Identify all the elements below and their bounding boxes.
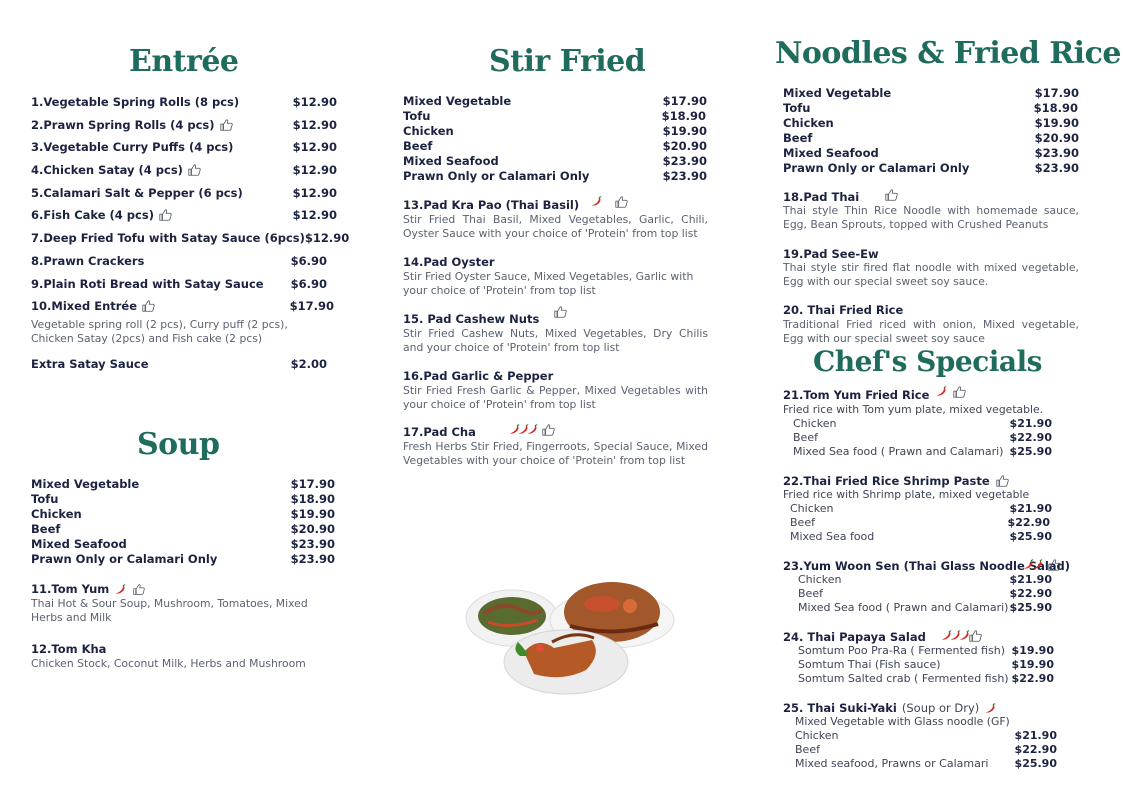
menu-item	[31, 357, 327, 371]
protein-price: $18.90	[290, 492, 335, 506]
option-name: Chicken	[790, 502, 834, 515]
item-name: 3.Vegetable Curry Puffs (4 pcs)	[31, 140, 234, 154]
dish-title	[783, 474, 1010, 488]
protein-price: $17.90	[1034, 86, 1079, 100]
dish-name: 15. Pad Cashew Nuts	[403, 312, 540, 326]
chili-icon	[984, 702, 997, 715]
thumbs-up-icon	[952, 385, 967, 399]
dish-name: 12.Tom Kha	[31, 642, 107, 656]
protein-name: Prawn Only or Calamari Only	[31, 552, 218, 566]
dish-description: Fried rice with Tom yum plate, mixed vegetable.	[783, 403, 1044, 416]
dish-name: 22.Thai Fried Rice Shrimp Paste	[783, 474, 990, 488]
option-row	[798, 601, 1052, 614]
option-price: $21.90	[1014, 729, 1057, 742]
protein-row	[31, 552, 335, 566]
thumbs-up-icon	[132, 583, 146, 596]
dish-title	[403, 255, 495, 269]
entree-heading: Entrée	[129, 44, 239, 79]
thumbs-up-icon	[614, 195, 629, 209]
option-row	[795, 729, 1057, 742]
protein-price: $17.90	[662, 94, 707, 108]
option-price: $21.90	[1009, 502, 1052, 515]
protein-row	[783, 131, 1079, 145]
protein-name: Chicken	[403, 124, 454, 138]
item-price: $12.90	[292, 95, 337, 109]
protein-price: $20.90	[1034, 131, 1079, 145]
item-name: 1.Vegetable Spring Rolls (8 pcs)	[31, 95, 240, 109]
dish-name: 23.Yum Woon Sen (Thai Glass Noodle Salad)	[783, 559, 1071, 573]
item-price: $6.90	[290, 277, 327, 291]
dish-title	[783, 630, 926, 644]
dish-name: 21.Tom Yum Fried Rice	[783, 388, 930, 402]
item-price: $12.90	[292, 118, 337, 132]
dish-title	[783, 701, 997, 715]
option-row	[790, 502, 1052, 515]
dish-description: Stir Fried Thai Basil, Mixed Vegetables, Garlic, Chili, Oyster Sauce with your choice of 'Protein' from top list	[403, 213, 708, 240]
dish-title	[31, 642, 106, 656]
option-row	[793, 431, 1052, 444]
dish-description: Thai style Thin Rice Noodle with homemade sauce, Egg, Bean Sprouts, topped with Crushed Peanuts	[783, 204, 1079, 231]
option-row	[793, 445, 1052, 458]
option-name: Mixed Sea food ( Prawn and Calamari)	[798, 601, 1009, 614]
mixed-entree-description: Vegetable spring roll (2 pcs), Curry puff (2 pcs), Chicken Satay (2pcs) and Fish cake (2 pcs)	[31, 318, 288, 345]
protein-name: Prawn Only or Calamari Only	[403, 169, 590, 183]
menu-item	[31, 95, 337, 109]
option-row	[790, 530, 1052, 543]
dish-name: 20. Thai Fried Rice	[783, 303, 904, 317]
option-name: Beef	[793, 431, 818, 444]
protein-name: Tofu	[31, 492, 59, 506]
chili-icon	[590, 195, 603, 208]
protein-price: $23.90	[1034, 161, 1079, 175]
dish-description: Thai Hot & Sour Soup, Mushroom, Tomatoes, Mixed Herbs and Milk	[31, 597, 308, 624]
item-name: 9.Plain Roti Bread with Satay Sauce	[31, 277, 264, 291]
dish-name: 11.Tom Yum	[31, 582, 110, 596]
option-row	[798, 658, 1054, 671]
thumbs-up-icon	[884, 188, 899, 202]
protein-price: $20.90	[290, 522, 335, 536]
protein-name: Beef	[31, 522, 61, 536]
dish-name: 13.Pad Kra Pao (Thai Basil)	[403, 198, 580, 212]
item-name: 2.Prawn Spring Rolls (4 pcs)	[31, 118, 215, 132]
dish-description: Mixed Vegetable with Glass noodle (GF)	[795, 715, 1010, 728]
dish-description: Fresh Herbs Stir Fried, Fingerroots, Special Sauce, Mixed Vegetables with your choice of 'Protein' from top list	[403, 440, 708, 467]
protein-price: $23.90	[1034, 146, 1079, 160]
item-price: $12.90	[292, 186, 337, 200]
chili-icon	[1031, 558, 1044, 571]
menu-item	[31, 231, 350, 245]
dish-description: Fried rice with Shrimp plate, mixed vegetable	[783, 488, 1030, 501]
option-row	[793, 417, 1052, 430]
option-name: Mixed Sea food	[790, 530, 875, 543]
option-price: $22.90	[1011, 672, 1054, 685]
option-row	[795, 743, 1057, 756]
option-row	[798, 672, 1054, 685]
thumbs-up-icon	[541, 423, 556, 437]
protein-row	[403, 94, 707, 108]
option-name: Beef	[790, 516, 815, 529]
protein-name: Beef	[783, 131, 813, 145]
protein-name: Chicken	[31, 507, 82, 521]
thumbs-up-icon	[968, 629, 983, 643]
dish-description: Stir Fried Cashew Nuts, Mixed Vegetables, Dry Chilis and your choice of 'Protein' from top list	[403, 327, 708, 354]
item-price: $17.90	[289, 299, 334, 313]
item-price: $12.90	[304, 231, 350, 245]
thumbs-up-icon	[141, 299, 156, 313]
option-name: Chicken	[795, 729, 839, 742]
noodles-heading: Noodles & Fried Rice	[775, 36, 1121, 71]
option-name: Beef	[795, 743, 820, 756]
protein-price: $17.90	[290, 477, 335, 491]
option-name: Somtum Thai (Fish sauce)	[798, 658, 941, 671]
thumbs-up-icon	[158, 208, 173, 222]
protein-name: Mixed Vegetable	[783, 86, 892, 100]
menu-item	[31, 254, 327, 268]
dish-name: 16.Pad Garlic & Pepper	[403, 369, 554, 383]
item-price: $12.90	[292, 208, 337, 222]
menu-item	[31, 277, 327, 291]
item-name: 8.Prawn Crackers	[31, 254, 145, 268]
menu-item	[31, 299, 334, 313]
option-price: $22.90	[1007, 516, 1050, 529]
dish-title	[403, 312, 539, 326]
option-price: $21.90	[1009, 417, 1052, 430]
thumbs-up-icon	[1047, 558, 1062, 572]
protein-row	[31, 522, 335, 536]
option-price: $25.90	[1009, 601, 1052, 614]
item-name: 7.Deep Fried Tofu with Satay Sauce (6pcs)	[31, 231, 305, 245]
dish-title	[783, 190, 859, 204]
item-price: $6.90	[290, 254, 327, 268]
protein-name: Tofu	[403, 109, 431, 123]
option-name: Somtum Poo Pra-Ra ( Fermented fish)	[798, 644, 1005, 657]
menu-item	[31, 186, 337, 200]
option-price: $22.90	[1014, 743, 1057, 756]
item-price: $12.90	[292, 140, 337, 154]
option-price: $25.90	[1014, 757, 1057, 770]
option-row	[798, 587, 1052, 600]
dish-description: Chicken Stock, Coconut Milk, Herbs and Mushroom	[31, 657, 306, 670]
item-price: $2.00	[290, 357, 327, 371]
protein-name: Beef	[403, 139, 433, 153]
protein-name: Mixed Vegetable	[403, 94, 512, 108]
dish-name: 17.Pad Cha	[403, 425, 476, 439]
protein-row	[783, 86, 1079, 100]
dish-title	[31, 582, 146, 596]
protein-name: Chicken	[783, 116, 834, 130]
protein-price: $23.90	[662, 169, 707, 183]
dish-title	[403, 369, 553, 383]
dish-description: Traditional Fried riced with onion, Mixed vegetable, Egg with our special sweet soy sauce	[783, 318, 1079, 345]
protein-name: Mixed Seafood	[403, 154, 499, 168]
protein-row	[403, 109, 706, 123]
dish-name: 24. Thai Papaya Salad	[783, 630, 926, 644]
option-price: $19.90	[1011, 658, 1054, 671]
option-price: $22.90	[1009, 431, 1052, 444]
dish-extra: (Soup or Dry)	[901, 701, 980, 715]
soup-heading: Soup	[137, 427, 220, 462]
dish-title	[783, 303, 903, 317]
dish-description: Stir Fried Fresh Garlic & Pepper, Mixed Vegetables with your choice of 'Protein' from top list	[403, 384, 708, 411]
option-name: Beef	[798, 587, 823, 600]
menu-item	[31, 118, 337, 132]
protein-row	[783, 116, 1079, 130]
option-row	[798, 573, 1052, 586]
protein-name: Prawn Only or Calamari Only	[783, 161, 970, 175]
protein-row	[403, 169, 707, 183]
option-price: $25.90	[1009, 445, 1052, 458]
item-name: 10.Mixed Entrée	[31, 299, 138, 313]
protein-price: $23.90	[290, 552, 335, 566]
option-name: Chicken	[798, 573, 842, 586]
chili-icon	[526, 423, 539, 436]
chili-icon	[935, 385, 948, 398]
protein-name: Mixed Seafood	[31, 537, 127, 551]
dish-title	[783, 247, 879, 261]
menu-item	[31, 208, 337, 222]
option-row	[790, 516, 1050, 529]
menu-item	[31, 140, 337, 154]
item-name: 5.Calamari Salt & Pepper (6 pcs)	[31, 186, 243, 200]
dish-description: Stir Fried Oyster Sauce, Mixed Vegetables, Garlic with your choice of 'Protein' from top list	[403, 270, 694, 297]
dish-title	[403, 198, 579, 212]
chefs-specials-heading: Chef's Specials	[813, 345, 1042, 378]
dish-name: 18.Pad Thai	[783, 190, 860, 204]
protein-row	[403, 124, 707, 138]
option-name: Mixed Sea food ( Prawn and Calamari)	[793, 445, 1004, 458]
option-price: $19.90	[1011, 644, 1054, 657]
stir-fried-heading: Stir Fried	[489, 44, 646, 79]
protein-row	[31, 537, 335, 551]
protein-row	[31, 492, 335, 506]
thumbs-up-icon	[187, 163, 202, 177]
protein-price: $20.90	[662, 139, 707, 153]
item-name: 6.Fish Cake (4 pcs)	[31, 208, 154, 222]
protein-row	[783, 161, 1079, 175]
item-name: 4.Chicken Satay (4 pcs)	[31, 163, 183, 177]
protein-row	[403, 154, 707, 168]
protein-price: $19.90	[662, 124, 707, 138]
protein-name: Mixed Vegetable	[31, 477, 140, 491]
item-price: $12.90	[292, 163, 337, 177]
option-row	[798, 644, 1054, 657]
thumbs-up-icon	[553, 305, 568, 319]
thumbs-up-icon	[995, 474, 1010, 488]
protein-row	[783, 101, 1078, 115]
protein-name: Tofu	[783, 101, 811, 115]
dish-name: 25. Thai Suki-Yaki	[783, 701, 897, 715]
food-dishes-illustration	[462, 570, 682, 700]
option-name: Somtum Salted crab ( Fermented fish)	[798, 672, 1009, 685]
option-name: Mixed seafood, Prawns or Calamari	[795, 757, 989, 770]
dish-name: 19.Pad See-Ew	[783, 247, 879, 261]
protein-name: Mixed Seafood	[783, 146, 879, 160]
protein-row	[783, 146, 1079, 160]
protein-price: $19.90	[1034, 116, 1079, 130]
option-price: $21.90	[1009, 573, 1052, 586]
menu-item	[31, 163, 337, 177]
protein-price: $18.90	[661, 109, 706, 123]
protein-row	[31, 507, 335, 521]
item-name: Extra Satay Sauce	[31, 357, 149, 371]
protein-row	[403, 139, 707, 153]
protein-row	[31, 477, 335, 491]
option-price: $25.90	[1009, 530, 1052, 543]
option-price: $22.90	[1009, 587, 1052, 600]
dish-title	[403, 425, 476, 439]
option-name: Chicken	[793, 417, 837, 430]
option-row	[795, 757, 1057, 770]
dish-name: 14.Pad Oyster	[403, 255, 495, 269]
protein-price: $18.90	[1033, 101, 1078, 115]
protein-price: $23.90	[662, 154, 707, 168]
protein-price: $23.90	[290, 537, 335, 551]
dish-title	[783, 388, 929, 402]
thumbs-up-icon	[219, 118, 234, 132]
protein-price: $19.90	[290, 507, 335, 521]
chili-icon	[114, 583, 127, 596]
dish-description: Thai style stir fired flat noodle with mixed vegetable, Egg with our special sweet soy sauce.	[783, 261, 1079, 288]
